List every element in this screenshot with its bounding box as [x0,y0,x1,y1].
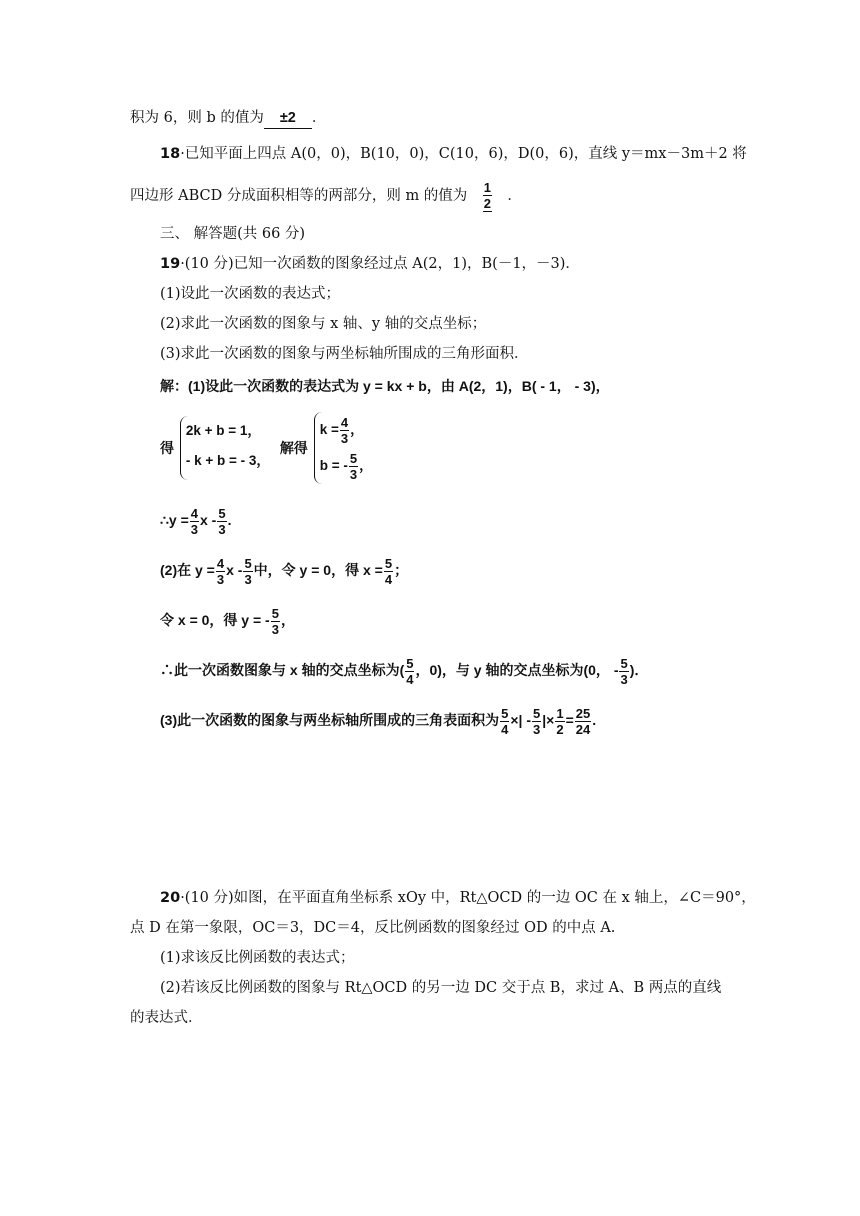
k-solution [320,412,373,448]
step2d-frac53-num: 5 [620,656,628,671]
q18-text1: ·已知平面上四点 A(0，0)，B(10，0)，C(10，6)，D(0，6)，直线 y＝mx－3m＋2 将 [180,146,747,162]
b-eq: b = - [319,458,348,473]
b-comma: ， [359,458,373,473]
jiede-label: 解得 [279,440,308,456]
k-eq: k = [319,422,339,437]
k-comma: ， [350,422,364,437]
b-den: 3 [349,466,358,482]
x-minus: x - [200,512,217,529]
step3-frac53-num: 5 [533,706,541,721]
q17-end: ． [311,110,327,126]
step2c-num: 5 [271,606,279,621]
solution-systems [160,412,373,484]
step2d-b: ，0)，与 y 轴的交点坐标为(0， - [415,662,619,679]
step2-a: (2)在 y = [160,562,215,579]
q20-part2b: 的表达式． [130,1010,203,1026]
section3-title: 三、 解答题(共 66 分) [160,226,306,242]
step3-result-den: 24 [575,722,591,737]
step2-frac43 [216,556,225,587]
step3-frac54 [500,706,509,737]
q18-end: ． [507,187,522,204]
q17-line [130,108,326,129]
q19-part3: (3)求此一次函数的图象与两坐标轴所围成的三角形面积． [160,346,529,362]
step2-frac54 [384,556,393,587]
slope-den: 3 [190,522,198,537]
slope-num: 4 [190,506,198,521]
q19-part2: (2)求此一次函数的图象与 x 轴、y 轴的交点坐标； [160,316,487,332]
period: . [227,512,232,529]
q19-number: 19 [160,256,181,272]
solution-step2-d [160,656,648,687]
step2-c: 令 x = 0，得 y = - [160,612,270,629]
step3-eq: = [565,712,574,729]
step2c-den: 3 [271,622,279,637]
step2-frac43-den: 3 [216,572,225,587]
step2d-frac54 [405,656,414,687]
q20-number: 20 [160,890,181,906]
q17-answer: ±2 [264,108,312,129]
step3-frac53 [532,706,541,737]
step3-result [575,706,591,737]
q18-line2 [130,180,522,212]
step3-result-num: 25 [575,706,591,721]
solution-step2-c [160,606,295,637]
q18-answer-fraction [483,180,492,212]
intercept-num: 5 [218,506,226,521]
q20-line2: 点 D 在第一象限，OC＝3，DC＝4，反比例函数的图象经过 OD 的中点 A. [130,920,616,936]
solution-step3 [160,706,596,737]
step2-frac53 [243,556,252,587]
b-solution [320,448,373,484]
step2-frac54-num: 5 [384,556,393,571]
intercept-den: 3 [218,522,226,537]
therefore-y: ∴y = [160,512,189,529]
equation-2: - k + b = - 3， [185,453,270,468]
step2-frac53-den: 3 [244,572,252,587]
equation-1: 2k + b = 1， [185,423,261,438]
solution-function [160,506,231,537]
slope-fraction [190,506,199,537]
q18-text2: 四边形 ABCD 分成面积相等的两部分，则 m 的值为 [130,187,468,204]
q18-answer-den: 2 [483,196,491,211]
b-fraction [349,451,358,482]
step2d-frac54-den: 4 [406,672,414,687]
equation-system-2 [314,412,373,484]
step3-frac12 [555,706,564,737]
step2d-frac54-num: 5 [406,656,414,671]
step3-frac53-den: 3 [533,722,541,737]
q20-text1: ·(10 分)如图，在平面直角坐标系 xOy 中，Rt△OCD 的一边 OC 在 x 轴上，∠C＝90°， [180,890,756,906]
solution-step1: 解：(1)设此一次函数的表达式为 y = kx + b，由 A(2，1)，B( - 1， - 3)， [160,378,610,394]
q20-part1: (1)求该反比例函数的表达式； [160,950,355,966]
step2d-frac53 [619,656,628,687]
step2-frac54-den: 4 [384,572,393,587]
step2d-frac53-den: 3 [620,672,628,687]
b-num: 5 [349,450,358,466]
q19-part1: (1)设此一次函数的表达式； [160,286,341,302]
step2-x-minus: x - [226,562,243,579]
step3-period: . [592,712,597,729]
k-den: 3 [340,430,349,446]
k-fraction [340,415,349,446]
step2c-comma: ， [280,612,295,629]
step2-semicolon: ； [394,562,409,579]
q19-stem-line [160,254,580,274]
q17-text: 积为 6，则 b 的值为 [130,110,264,126]
step2-b: 中，令 y = 0，得 x = [253,562,383,579]
intercept-fraction [217,506,226,537]
step3-frac12-num: 1 [556,706,564,721]
step2c-frac53 [271,606,280,637]
step2-frac53-num: 5 [244,556,252,571]
step3-frac54-den: 4 [501,722,509,737]
q20-line1 [160,888,756,908]
k-num: 4 [340,414,349,430]
step2d-c: )． [629,662,649,679]
equation-system-1 [180,416,270,480]
q19-stem: ·(10 分)已知一次函数的图象经过点 A(2，1)，B(－1，－3)． [180,256,580,272]
step3-a: (3)此一次函数的图象与两坐标轴所围成的三角表面积为 [160,712,500,729]
q18-number: 18 [160,146,181,162]
q18-line1 [160,144,747,164]
step3-c: |× [542,712,555,729]
q18-answer-num: 1 [483,180,491,195]
de-label: 得 [160,440,174,456]
step3-frac54-num: 5 [501,706,509,721]
step3-b: ×| - [510,712,531,729]
step2-frac43-num: 4 [216,556,225,571]
step3-frac12-den: 2 [556,722,564,737]
q20-part2a: (2)若该反比例函数的图象与 Rt△OCD 的另一边 DC 交于点 B，求过 A、B 两点的直线 [160,980,722,996]
q18-answer [467,180,507,212]
step2d-a: ∴此一次函数图象与 x 轴的交点坐标为( [160,662,405,679]
solution-step2 [160,556,408,587]
